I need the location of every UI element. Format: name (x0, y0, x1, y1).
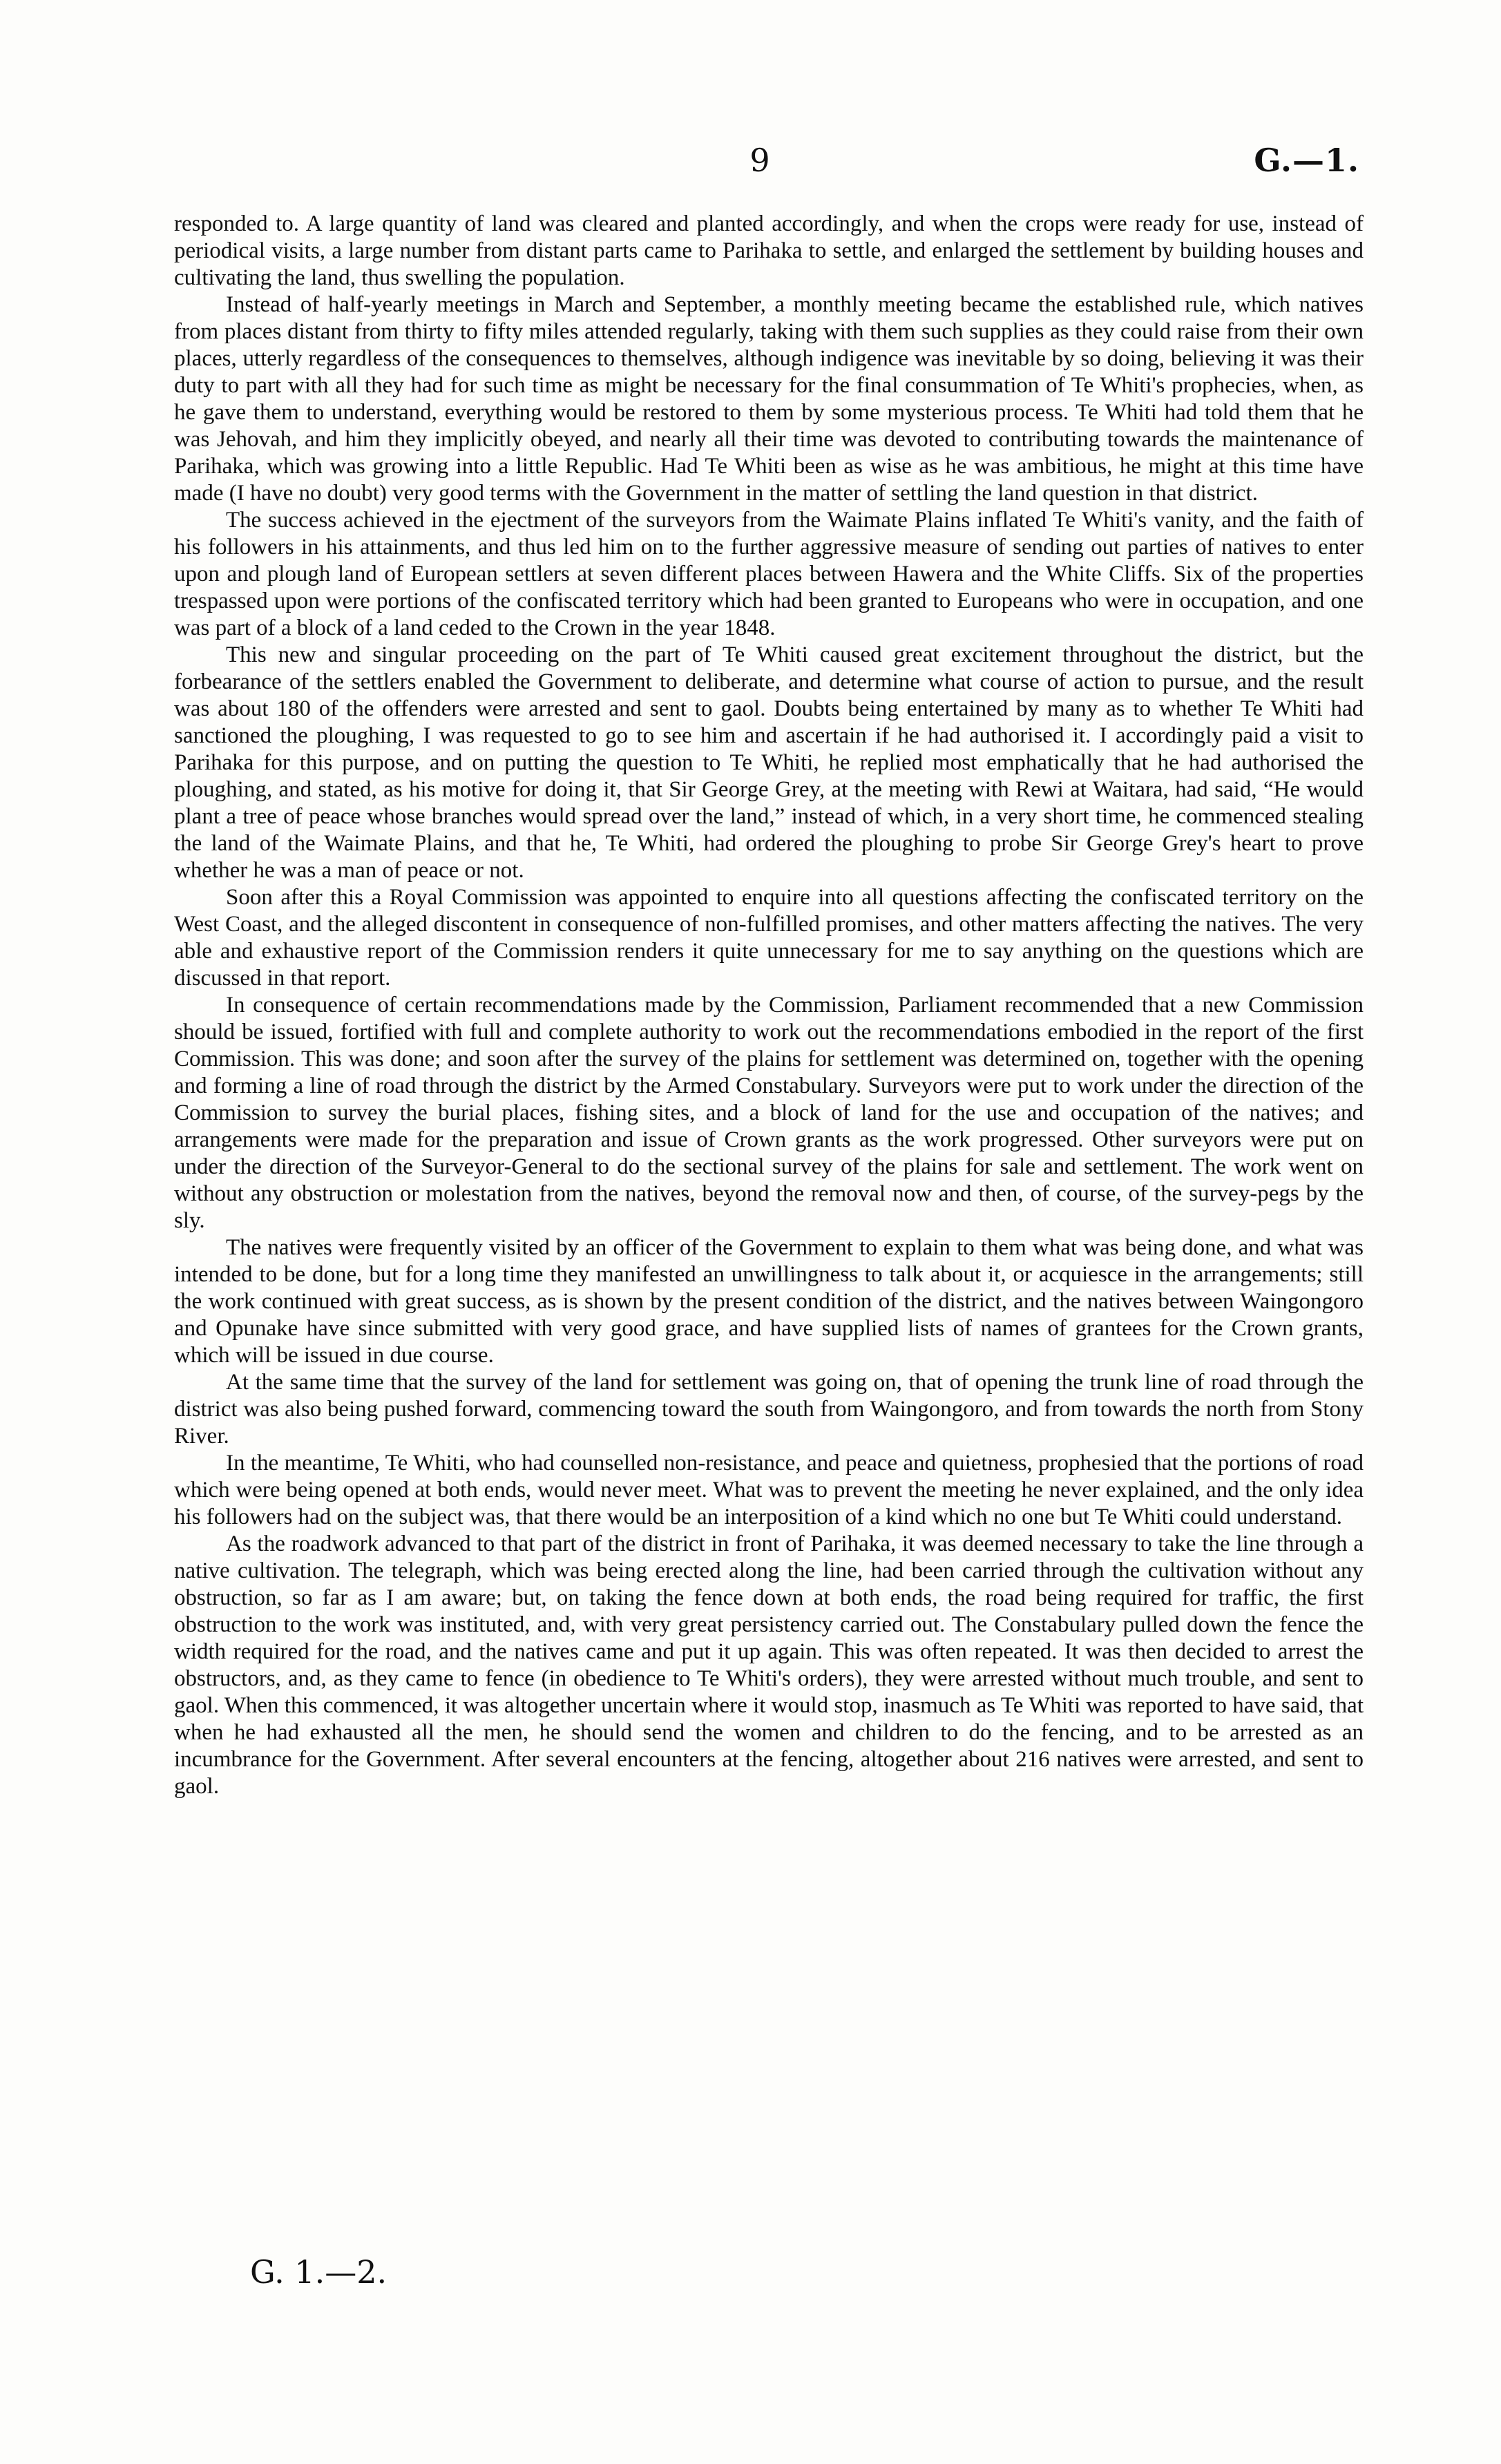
page-number: 9 (749, 142, 770, 179)
document-reference: G.—1. (1254, 142, 1359, 179)
paragraph: Soon after this a Royal Commission was appointed to enquire into all questions affecting the confiscated territory on the West Coast, and the alleged discontent in consequence of non-fulfilled promises, and other matters affecting the natives. The very able and exhaustive report of the Commission renders it quite unnecessary for me to say anything on the questions which are discussed in that report. (174, 885, 1364, 991)
paragraph: Instead of half-yearly meetings in March and September, a monthly meeting became the established rule, which natives from places distant from thirty to fifty miles attended regularly, taking with them such supplies as they could raise from their own places, utterly regardless of the consequences to themselves, although indigence was inevitable by so doing, believing it was their duty to part with all they had for such time as might be necessary for the final consummation of Te Whiti's prophecies, when, as he gave them to understand, everything would be restored to them by some mysterious process. Te Whiti had told them that he was Jehovah, and him they implicitly obeyed, and nearly all their time was devoted to contributing towards the maintenance of Parihaka, which was growing into a little Republic. Had Te Whiti been as wise as he was ambitious, he might at this time have made (I have no doubt) very good terms with the Government in the matter of settling the land question in that district. (174, 292, 1364, 506)
paragraph: In the meantime, Te Whiti, who had counselled non-resistance, and peace and quietness, prophesied that the portions of road which were being opened at both ends, would never meet. What was to prevent the meeting he never explained, and the only idea his followers had on the subject was, that there would be an interposition of a kind which no one but Te Whiti could understand. (174, 1451, 1364, 1529)
body-text (174, 211, 1364, 1800)
paragraph: responded to. A large quantity of land was cleared and planted accordingly, and when the crops were ready for use, instead of periodical visits, a large number from distant parts came to Parihaka to settle, and enlarged the settlement by building houses and cultivating the land, thus swelling the population. (174, 211, 1364, 290)
signature-mark: G. 1.—2. (250, 2253, 388, 2291)
paragraph: As the roadwork advanced to that part of the district in front of Parihaka, it was deemed necessary to take the line through a native cultivation. The telegraph, which was being erected along the line, had been carried through the cultivation without any obstruction, so far as I am aware; but, on taking the fence down at both ends, the road being required for traffic, the first obstruction to the work was instituted, and, with very great persistency carried out. The Constabulary pulled down the fence the width required for the road, and the natives came and put it up again. This was often repeated. It was then decided to arrest the obstructors, and, as they came to fence (in obedience to Te Whiti's orders), they were arrested without much trouble, and sent to gaol. When this commenced, it was altogether uncertain where it would stop, inasmuch as Te Whiti was reported to have said, that when he had exhausted all the men, he should send the women and children to do the fencing, and to be arrested as an incumbrance for the Government. After several encounters at the fencing, altogether about 216 natives were arrested, and sent to gaol. (174, 1531, 1364, 1799)
paragraph: In consequence of certain recommendations made by the Commission, Parliament recommended that a new Commission should be issued, fortified with full and complete authority to work out the recommendations embodied in the report of the first Commission. This was done; and soon after the survey of the plains for settlement was determined on, together with the opening and forming a line of road through the district by the Armed Constabulary. Surveyors were put to work under the direction of the Commission to survey the burial places, fishing sites, and a block of land for the use and occupation of the natives; and arrangements were made for the preparation and issue of Crown grants as the work progressed. Other surveyors were put on under the direction of the Surveyor-General to do the sectional survey of the plains for sale and settlement. The work went on without any obstruction or molestation from the natives, beyond the removal now and then, of course, of the survey-pegs by the sly. (174, 993, 1364, 1233)
paragraph: At the same time that the survey of the land for settlement was going on, that of opening the trunk line of road through the district was also being pushed forward, commencing toward the south from Waingongoro, and from towards the north from Stony River. (174, 1370, 1364, 1449)
paragraph: This new and singular proceeding on the part of Te Whiti caused great excitement throughout the district, but the forbearance of the settlers enabled the Government to deliberate, and determine what course of action to pursue, and the result was about 180 of the offenders were arrested and sent to gaol. Doubts being entertained by many as to whether Te Whiti had sanctioned the ploughing, I was requested to go to see him and ascertain if he had authorised it. I accordingly paid a visit to Parihaka for this purpose, and on putting the question to Te Whiti, he replied most emphatically that he had authorised the ploughing, and stated, as his motive for doing it, that Sir George Grey, at the meeting with Rewi at Waitara, had said, “He would plant a tree of peace whose branches would spread over the land,” instead of which, in a very short time, he commenced stealing the land of the Waimate Plains, and that he, Te Whiti, had ordered the ploughing to probe Sir George Grey's heart to prove whether he was a man of peace or not. (174, 642, 1364, 883)
paragraph: The natives were frequently visited by an officer of the Government to explain to them what was being done, and what was intended to be done, but for a long time they manifested an unwillingness to talk about it, or acquiesce in the arrangements; still the work continued with great success, as is shown by the present condition of the district, and the natives between Waingongoro and Opunake have since submitted with very good grace, and have supplied lists of names of grantees for the Crown grants, which will be issued in due course. (174, 1235, 1364, 1368)
paragraph: The success achieved in the ejectment of the surveyors from the Waimate Plains inflated Te Whiti's vanity, and the faith of his followers in his attainments, and thus led him on to the further aggressive measure of sending out parties of natives to enter upon and plough land of European settlers at seven different places between Hawera and the White Cliffs. Six of the properties trespassed upon were portions of the confiscated territory which had been granted to Europeans who were in occupation, and one was part of a block of a land ceded to the Crown in the year 1848. (174, 508, 1364, 640)
